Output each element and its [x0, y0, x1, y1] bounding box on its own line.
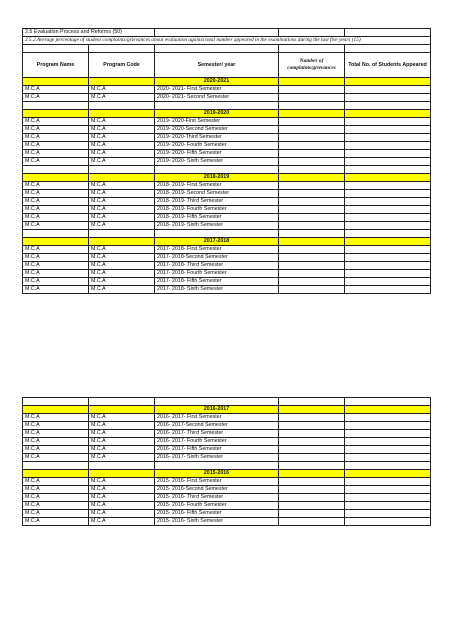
blank-row: [23, 462, 431, 470]
blank-row: [23, 102, 431, 110]
program-name-cell: M.C.A: [23, 86, 89, 94]
empty-cell: [23, 230, 89, 238]
year-spacer: [345, 238, 431, 246]
semester-cell: 2017- 2018- Third Semester: [155, 262, 279, 270]
semester-cell: 2015- 2016- Fifth Semester: [155, 510, 279, 518]
table-row: [23, 414, 431, 422]
students-cell: [345, 94, 431, 102]
empty-cell: [155, 166, 279, 174]
program-code-cell: M.C.A: [89, 478, 155, 486]
blank-row: [23, 398, 431, 406]
program-name-cell: M.C.A: [23, 206, 89, 214]
students-cell: [345, 134, 431, 142]
program-name-cell: M.C.A: [23, 126, 89, 134]
semester-cell: 2019- 2020-First Semester: [155, 118, 279, 126]
semester-cell: 2017- 2018- Sixth Semester: [155, 286, 279, 294]
program-code-cell: M.C.A: [89, 190, 155, 198]
table-row: [23, 478, 431, 486]
program-code-cell: M.C.A: [89, 134, 155, 142]
complaints-cell: [279, 454, 345, 462]
year-spacer: [279, 470, 345, 478]
year-spacer: [89, 174, 155, 182]
complaints-cell: [279, 478, 345, 486]
section-title-row: [23, 29, 431, 37]
semester-cell: 2016- 2017- Third Semester: [155, 430, 279, 438]
program-name-cell: M.C.A: [23, 254, 89, 262]
program-code-cell: M.C.A: [89, 222, 155, 230]
evaluation-table-top: [22, 28, 431, 294]
program-name-cell: M.C.A: [23, 430, 89, 438]
program-name-cell: M.C.A: [23, 286, 89, 294]
complaints-cell: [279, 134, 345, 142]
header-program-code: Program Code: [89, 53, 155, 78]
header-semester-year: Semester/ year: [155, 53, 279, 78]
program-name-cell: M.C.A: [23, 198, 89, 206]
empty-cell: [23, 166, 89, 174]
empty-cell: [345, 166, 431, 174]
program-name-cell: M.C.A: [23, 214, 89, 222]
program-code-cell: M.C.A: [89, 206, 155, 214]
table-row: [23, 86, 431, 94]
table-row: [23, 430, 431, 438]
program-name-cell: M.C.A: [23, 246, 89, 254]
blank-row: [23, 45, 431, 53]
program-code-cell: M.C.A: [89, 422, 155, 430]
complaints-cell: [279, 518, 345, 526]
semester-cell: 2019- 2020-Third Semester: [155, 134, 279, 142]
empty-cell: [89, 462, 155, 470]
program-name-cell: M.C.A: [23, 422, 89, 430]
complaints-cell: [279, 198, 345, 206]
semester-cell: 2015- 2016-Second Semester: [155, 486, 279, 494]
complaints-cell: [279, 246, 345, 254]
students-cell: [345, 430, 431, 438]
table-row: [23, 182, 431, 190]
students-cell: [345, 86, 431, 94]
complaints-cell: [279, 94, 345, 102]
empty-cell: [155, 462, 279, 470]
program-name-cell: M.C.A: [23, 158, 89, 166]
students-cell: [345, 222, 431, 230]
program-name-cell: M.C.A: [23, 94, 89, 102]
year-spacer: [345, 174, 431, 182]
students-cell: [345, 118, 431, 126]
program-name-cell: M.C.A: [23, 438, 89, 446]
complaints-cell: [279, 422, 345, 430]
students-cell: [345, 182, 431, 190]
year-header-row: [23, 238, 431, 246]
students-cell: [345, 254, 431, 262]
program-name-cell: M.C.A: [23, 134, 89, 142]
program-name-cell: M.C.A: [23, 510, 89, 518]
complaints-cell: [279, 158, 345, 166]
semester-cell: 2019- 2020- Fourth Semester: [155, 142, 279, 150]
program-code-cell: M.C.A: [89, 182, 155, 190]
complaints-cell: [279, 182, 345, 190]
program-code-cell: M.C.A: [89, 518, 155, 526]
program-name-cell: M.C.A: [23, 494, 89, 502]
header-total-students: Total No. of Students Appeared: [345, 53, 431, 78]
program-code-cell: M.C.A: [89, 430, 155, 438]
year-spacer: [89, 406, 155, 414]
program-name-cell: M.C.A: [23, 142, 89, 150]
empty-cell: [155, 102, 279, 110]
empty-cell: [155, 230, 279, 238]
header-complaints: Number of complaints/grievances: [279, 53, 345, 78]
table-row: [23, 150, 431, 158]
year-spacer: [23, 470, 89, 478]
program-code-cell: M.C.A: [89, 198, 155, 206]
students-cell: [345, 414, 431, 422]
semester-cell: 2018- 2019- Third Semester: [155, 198, 279, 206]
program-code-cell: M.C.A: [89, 150, 155, 158]
table-row: [23, 446, 431, 454]
students-cell: [345, 518, 431, 526]
complaints-cell: [279, 270, 345, 278]
complaints-cell: [279, 222, 345, 230]
semester-cell: 2015- 2016- Third Semester: [155, 494, 279, 502]
empty-cell: [89, 102, 155, 110]
section-title: 2.5 Evaluation Process and Reforms (50): [23, 29, 155, 37]
program-code-cell: M.C.A: [89, 438, 155, 446]
table-row: [23, 518, 431, 526]
semester-cell: 2018- 2019- Sixth Semester: [155, 222, 279, 230]
complaints-cell: [279, 214, 345, 222]
year-spacer: [23, 406, 89, 414]
complaints-cell: [279, 118, 345, 126]
year-spacer: [279, 110, 345, 118]
table-row: [23, 270, 431, 278]
blank-row: [23, 230, 431, 238]
header-program-name: Program Name: [23, 53, 89, 78]
students-cell: [345, 262, 431, 270]
students-cell: [345, 478, 431, 486]
students-cell: [345, 214, 431, 222]
complaints-cell: [279, 430, 345, 438]
program-code-cell: M.C.A: [89, 214, 155, 222]
year-spacer: [345, 110, 431, 118]
table-row: [23, 246, 431, 254]
year-spacer: [23, 238, 89, 246]
program-code-cell: M.C.A: [89, 454, 155, 462]
students-cell: [345, 198, 431, 206]
complaints-cell: [279, 126, 345, 134]
year-spacer: [23, 110, 89, 118]
table-row: [23, 254, 431, 262]
semester-cell: 2019- 2020-Second Semester: [155, 126, 279, 134]
complaints-cell: [279, 254, 345, 262]
students-cell: [345, 422, 431, 430]
empty-cell: [23, 102, 89, 110]
program-name-cell: M.C.A: [23, 118, 89, 126]
year-label: 2015-2016: [155, 470, 279, 478]
table-row: [23, 198, 431, 206]
semester-cell: 2016- 2017- Sixth Semester: [155, 454, 279, 462]
table-row: [23, 134, 431, 142]
empty-cell: [279, 29, 345, 37]
students-cell: [345, 446, 431, 454]
section-subtitle-row: [23, 37, 431, 45]
year-header-row: [23, 78, 431, 86]
empty-cell: [279, 230, 345, 238]
table-row: [23, 454, 431, 462]
year-spacer: [279, 174, 345, 182]
year-spacer: [279, 78, 345, 86]
table-row: [23, 214, 431, 222]
table-row: [23, 422, 431, 430]
semester-cell: 2015- 2016- Sixth Semester: [155, 518, 279, 526]
students-cell: [345, 286, 431, 294]
year-spacer: [279, 238, 345, 246]
students-cell: [345, 278, 431, 286]
table-row: [23, 486, 431, 494]
students-cell: [345, 454, 431, 462]
empty-cell: [279, 462, 345, 470]
program-code-cell: M.C.A: [89, 510, 155, 518]
empty-cell: [89, 166, 155, 174]
students-cell: [345, 126, 431, 134]
students-cell: [345, 142, 431, 150]
year-header-row: [23, 406, 431, 414]
year-label: 2020-2021: [155, 78, 279, 86]
semester-cell: 2016- 2017-Second Semester: [155, 422, 279, 430]
table-row: [23, 206, 431, 214]
program-name-cell: M.C.A: [23, 182, 89, 190]
program-code-cell: M.C.A: [89, 254, 155, 262]
semester-cell: 2017- 2018- First Semester: [155, 246, 279, 254]
semester-cell: 2019- 2020- Fifth Semester: [155, 150, 279, 158]
students-cell: [345, 502, 431, 510]
year-label: 2016-2017: [155, 406, 279, 414]
program-name-cell: M.C.A: [23, 190, 89, 198]
students-cell: [345, 158, 431, 166]
year-header-row: [23, 110, 431, 118]
empty-cell: [345, 102, 431, 110]
program-code-cell: M.C.A: [89, 118, 155, 126]
semester-cell: 2018- 2019- First Semester: [155, 182, 279, 190]
table-row: [23, 286, 431, 294]
table-row: [23, 438, 431, 446]
table-row: [23, 222, 431, 230]
students-cell: [345, 270, 431, 278]
program-code-cell: M.C.A: [89, 486, 155, 494]
program-name-cell: M.C.A: [23, 270, 89, 278]
program-name-cell: M.C.A: [23, 486, 89, 494]
program-code-cell: M.C.A: [89, 414, 155, 422]
empty-cell: [345, 462, 431, 470]
year-label: 2019-2020: [155, 110, 279, 118]
complaints-cell: [279, 502, 345, 510]
program-code-cell: M.C.A: [89, 158, 155, 166]
table-row: [23, 94, 431, 102]
year-header-row: [23, 174, 431, 182]
semester-cell: 2015- 2016- Fourth Semester: [155, 502, 279, 510]
program-code-cell: M.C.A: [89, 270, 155, 278]
year-label: 2017-2018: [155, 238, 279, 246]
year-spacer: [279, 406, 345, 414]
blank-row: [23, 166, 431, 174]
program-name-cell: M.C.A: [23, 454, 89, 462]
semester-cell: 2018- 2019- Fourth Semester: [155, 206, 279, 214]
table-row: [23, 190, 431, 198]
students-cell: [345, 494, 431, 502]
semester-cell: 2015- 2016- First Semester: [155, 478, 279, 486]
complaints-cell: [279, 510, 345, 518]
year-spacer: [23, 78, 89, 86]
evaluation-table-bottom: [22, 397, 431, 526]
year-spacer: [345, 470, 431, 478]
program-code-cell: M.C.A: [89, 286, 155, 294]
program-name-cell: M.C.A: [23, 414, 89, 422]
complaints-cell: [279, 286, 345, 294]
students-cell: [345, 150, 431, 158]
program-name-cell: M.C.A: [23, 150, 89, 158]
year-spacer: [89, 238, 155, 246]
complaints-cell: [279, 414, 345, 422]
semester-cell: 2020- 2021- Second Semester: [155, 94, 279, 102]
complaints-cell: [279, 142, 345, 150]
program-code-cell: M.C.A: [89, 262, 155, 270]
program-name-cell: M.C.A: [23, 518, 89, 526]
complaints-cell: [279, 486, 345, 494]
complaints-cell: [279, 206, 345, 214]
table-row: [23, 494, 431, 502]
semester-cell: 2017- 2018- Fourth Semester: [155, 270, 279, 278]
column-header-row: [23, 53, 431, 78]
complaints-cell: [279, 190, 345, 198]
year-spacer: [89, 78, 155, 86]
semester-cell: 2018- 2019- Fifth Semester: [155, 214, 279, 222]
year-header-row: [23, 470, 431, 478]
complaints-cell: [279, 446, 345, 454]
students-cell: [345, 246, 431, 254]
program-name-cell: M.C.A: [23, 446, 89, 454]
empty-cell: [89, 230, 155, 238]
empty-cell: [345, 230, 431, 238]
table-row: [23, 278, 431, 286]
section-subtitle: 2.5.2.Average percentage of student complaints/grievances about evaluation against total number appeared in the examinations during the last five years (15): [23, 37, 431, 45]
program-code-cell: M.C.A: [89, 142, 155, 150]
table-row: [23, 262, 431, 270]
students-cell: [345, 510, 431, 518]
table-row: [23, 126, 431, 134]
semester-cell: 2019- 2020- Sixth Semester: [155, 158, 279, 166]
semester-cell: 2017- 2018-Second Semester: [155, 254, 279, 262]
program-code-cell: M.C.A: [89, 94, 155, 102]
program-code-cell: M.C.A: [89, 494, 155, 502]
year-spacer: [89, 470, 155, 478]
students-cell: [345, 190, 431, 198]
semester-cell: 2016- 2017- Fifth Semester: [155, 446, 279, 454]
program-name-cell: M.C.A: [23, 222, 89, 230]
complaints-cell: [279, 494, 345, 502]
table-row: [23, 510, 431, 518]
semester-cell: 2016- 2017- Fourth Semester: [155, 438, 279, 446]
complaints-cell: [279, 86, 345, 94]
program-code-cell: M.C.A: [89, 246, 155, 254]
program-code-cell: M.C.A: [89, 86, 155, 94]
empty-cell: [155, 29, 279, 37]
complaints-cell: [279, 150, 345, 158]
complaints-cell: [279, 438, 345, 446]
students-cell: [345, 206, 431, 214]
program-code-cell: M.C.A: [89, 126, 155, 134]
year-label: 2018-2019: [155, 174, 279, 182]
students-cell: [345, 486, 431, 494]
empty-cell: [279, 166, 345, 174]
program-name-cell: M.C.A: [23, 262, 89, 270]
semester-cell: 2016- 2017- First Semester: [155, 414, 279, 422]
empty-cell: [279, 102, 345, 110]
year-spacer: [345, 78, 431, 86]
program-name-cell: M.C.A: [23, 278, 89, 286]
semester-cell: 2017- 2018- Fifth Semester: [155, 278, 279, 286]
students-cell: [345, 438, 431, 446]
program-name-cell: M.C.A: [23, 478, 89, 486]
program-code-cell: M.C.A: [89, 502, 155, 510]
program-code-cell: M.C.A: [89, 446, 155, 454]
year-spacer: [345, 406, 431, 414]
program-name-cell: M.C.A: [23, 502, 89, 510]
year-spacer: [23, 174, 89, 182]
year-spacer: [89, 110, 155, 118]
complaints-cell: [279, 278, 345, 286]
table-row: [23, 158, 431, 166]
program-code-cell: M.C.A: [89, 278, 155, 286]
semester-cell: 2018- 2019- Second Semester: [155, 190, 279, 198]
empty-cell: [23, 462, 89, 470]
complaints-cell: [279, 262, 345, 270]
empty-cell: [345, 29, 431, 37]
table-row: [23, 142, 431, 150]
semester-cell: 2020- 2021- First Semester: [155, 86, 279, 94]
table-row: [23, 118, 431, 126]
table-row: [23, 502, 431, 510]
